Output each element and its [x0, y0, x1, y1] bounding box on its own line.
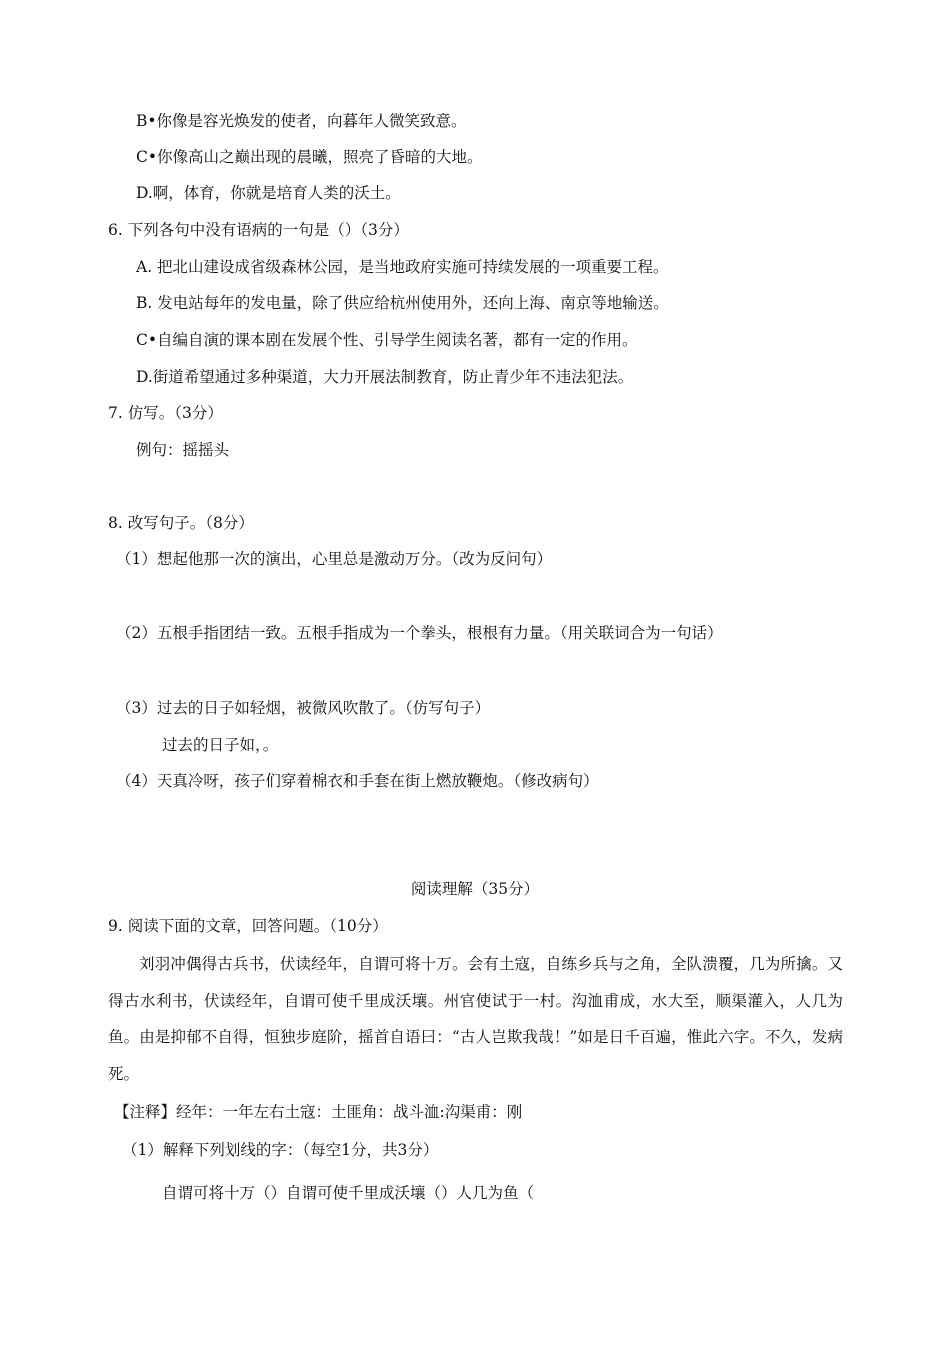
q8-sub2: （2）五根手指团结一致。五根手指成为一个拳头，根根有力量。（用关联词合为一句话）	[116, 624, 723, 642]
q6-option-c: C•自编自演的课本剧在发展个性、引导学生阅读名著，都有一定的作用。	[136, 331, 638, 349]
q8-sub1: （1）想起他那一次的演出，心里总是激动万分。（改为反问句）	[116, 550, 553, 568]
q8-sub3-blank: 过去的日子如，。	[162, 736, 279, 754]
q6-option-a: A. 把北山建设成省级森林公园，是当地政府实施可持续发展的一项重要工程。	[136, 258, 669, 276]
q7-stem: 7. 仿写。（3分）	[108, 404, 223, 422]
q9-stem: 9. 阅读下面的文章，回答问题。（10分）	[108, 917, 388, 935]
q6-stem: 6. 下列各句中没有语病的一句是（）（3分）	[108, 221, 409, 239]
q5-option-c: C•你像高山之巅出现的晨曦，照亮了昏暗的大地。	[136, 148, 483, 166]
q9-note: 【注释】经年：一年左右土寇：土匪角：战斗洫:沟渠甫：刚	[114, 1103, 523, 1121]
q9-passage: 刘羽冲偶得古兵书，伏读经年，自谓可将十万。会有土寇，自练乡兵与之角，全队溃覆，几为所擒。又得古水利书，伏读经年，自谓可使千里成沃壤。州官使试于一村。沟洫甫成，水大至，顺渠灌入，人几为鱼。由是抑郁不自得，恒独步庭阶，摇首自语曰：“古人岂欺我哉！”如是日千百遍，惟此六字。不久，发病死。	[108, 955, 843, 1083]
q8-sub3: （3）过去的日子如轻烟，被微风吹散了。（仿写句子）	[116, 699, 491, 717]
section-title: 阅读理解（35分）	[410, 880, 540, 898]
q9-sub1: （1）解释下列划线的字：（每空1分，共3分）	[122, 1141, 439, 1159]
q6-option-d: D.街道希望通过多种渠道，大力开展法制教育，防止青少年不违法犯法。	[136, 368, 634, 386]
q7-example: 例句：摇摇头	[136, 441, 230, 459]
q8-sub4: （4）天真冷呀，孩子们穿着棉衣和手套在街上燃放鞭炮。（修改病句）	[116, 772, 599, 790]
q6-option-b: B. 发电站每年的发电量，除了供应给杭州使用外，还向上海、南京等地输送。	[136, 294, 669, 312]
q5-option-b: B•你像是容光焕发的使者，向暮年人微笑致意。	[136, 112, 467, 130]
q5-option-d: D.啊，体育，你就是培育人类的沃土。	[136, 184, 401, 202]
q9-sub1-items: 自谓可将十万（）自谓可使千里成沃壤（）人几为鱼（	[162, 1184, 535, 1202]
q8-stem: 8. 改写句子。（8分）	[108, 514, 254, 532]
